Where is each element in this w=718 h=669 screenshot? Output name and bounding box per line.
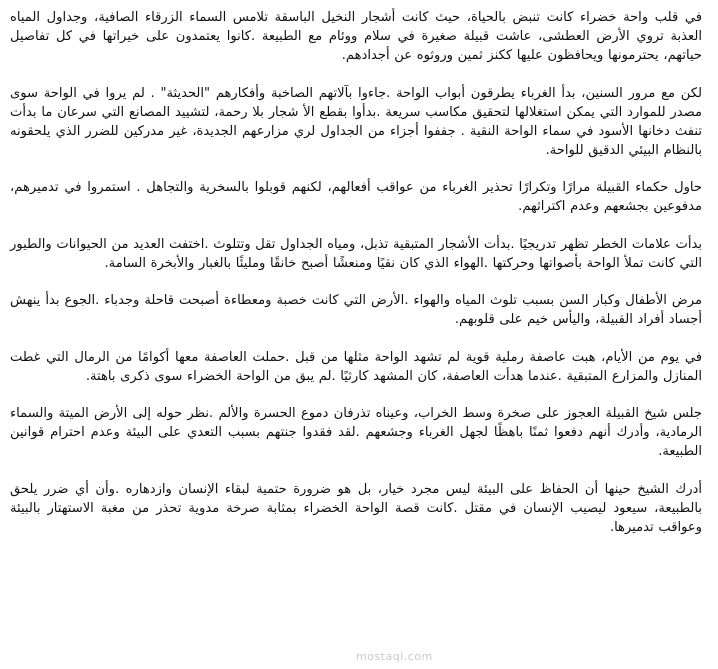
paragraph-6: في يوم من الأيام، هبت عاصفة رملية قوية لم تشهد الواحة مثلها من قبل .حملت العاصفة معها أكوامًا من الرمال التي غطت المنازل والمزارع المتبقية .عندما هدأت العاصفة، كان المشهد كارثيًا .لم يبق من الواحة الخضراء سوى ذكرى باهتة. bbox=[10, 349, 702, 384]
watermark-text: mostaql.com bbox=[356, 650, 433, 663]
paragraph-7: جلس شيخ القبيلة العجوز على صخرة وسط الخراب، وعيناه تذرفان دموع الحسرة والألم .نظر حوله إلى الأرض الميتة والسماء الرمادية، وأدرك أنهم دفعوا ثمنًا باهظًا لجهل الغرباء وجشعهم .لقد فقدوا جنتهم بسبب التعدي على البيئة وعدم احترام قوانين الطبيعة. bbox=[10, 406, 702, 459]
paragraph-1: في قلب واحة خضراء كانت تنبض بالحياة، حيث كانت أشجار النخيل الباسقة تلامس السماء الزرقاء الصافية، وجداول المياه العذبة تروي الأرض العطشى، عاشت قبيلة صغيرة في سلام ووئام مع الطبيعة .كانوا يعتمدون على خيراتها في كل تفاصيل حياتهم، يحترمونها ويحافظون عليها ككنز ثمين وروثوه عن أجدادهم. bbox=[10, 10, 702, 63]
paragraph-2: لكن مع مرور السنين، بدأ الغرباء يطرقون أبواب الواحة .جاءوا بآلاتهم الصاخبة وأفكارهم "الحديثة" . لم يروا في الواحة سوى مصدر للموارد التي يمكن استغلالها لتحقيق مكاسب سريعة .بدأوا بقطع الأ شجار بلا رحمة، لتشييد المصانع التي سرعان ما بدأت تنفث دخانها الأسود في سماء الواحة النقية . جففوا أجزاء من الجداول لري مزارعهم الجديدة، غير مدركين للضرر الذي يلحقونه بالنظام البيئي الدقيق للواحة. bbox=[10, 85, 702, 158]
paragraph-8: أدرك الشيخ حينها أن الحفاظ على البيئة ليس مجرد خيار، بل هو ضرورة حتمية لبقاء الإنسان وازدهاره .وأن أي ضرر يلحق بالطبيعة، سيعود ليصيب الإنسان في مقتل .كانت قصة الواحة الخضراء بمثابة صرخة مدوية تحذر من مغبة الاستهتار بالبيئة وعواقب تدميرها. bbox=[10, 481, 702, 535]
paragraph-3: حاول حكماء القبيلة مرارًا وتكرارًا تحذير الغرباء من عواقب أفعالهم، لكنهم قوبلوا بالسخرية والتجاهل . استمروا في تدميرهم، مدفوعين بجشعهم وعدم اكتراثهم. bbox=[10, 180, 702, 214]
paragraph-5: مرض الأطفال وكبار السن بسبب تلوث المياه والهواء .الأرض التي كانت خصبة ومعطاءة أصبحت قاحلة وجدباء .الجوع بدأ ينهش أجساد أفراد القبيلة، واليأس خيم على قلوبهم. bbox=[10, 293, 702, 327]
paragraph-4: بدأت علامات الخطر تظهر تدريجيًا .بدأت الأشجار المتبقية تذبل، ومياه الجداول تقل وتتلوث .اختفت العديد من الحيوانات والطيور التي كانت تملأ الواحة بأصواتها وحركتها .الهواء الذي كان نقيًا ومنعشًا أصبح خانقًا ومليئًا بالغبار والأبخرة السامة. bbox=[10, 236, 702, 271]
document-body bbox=[10, 8, 702, 555]
